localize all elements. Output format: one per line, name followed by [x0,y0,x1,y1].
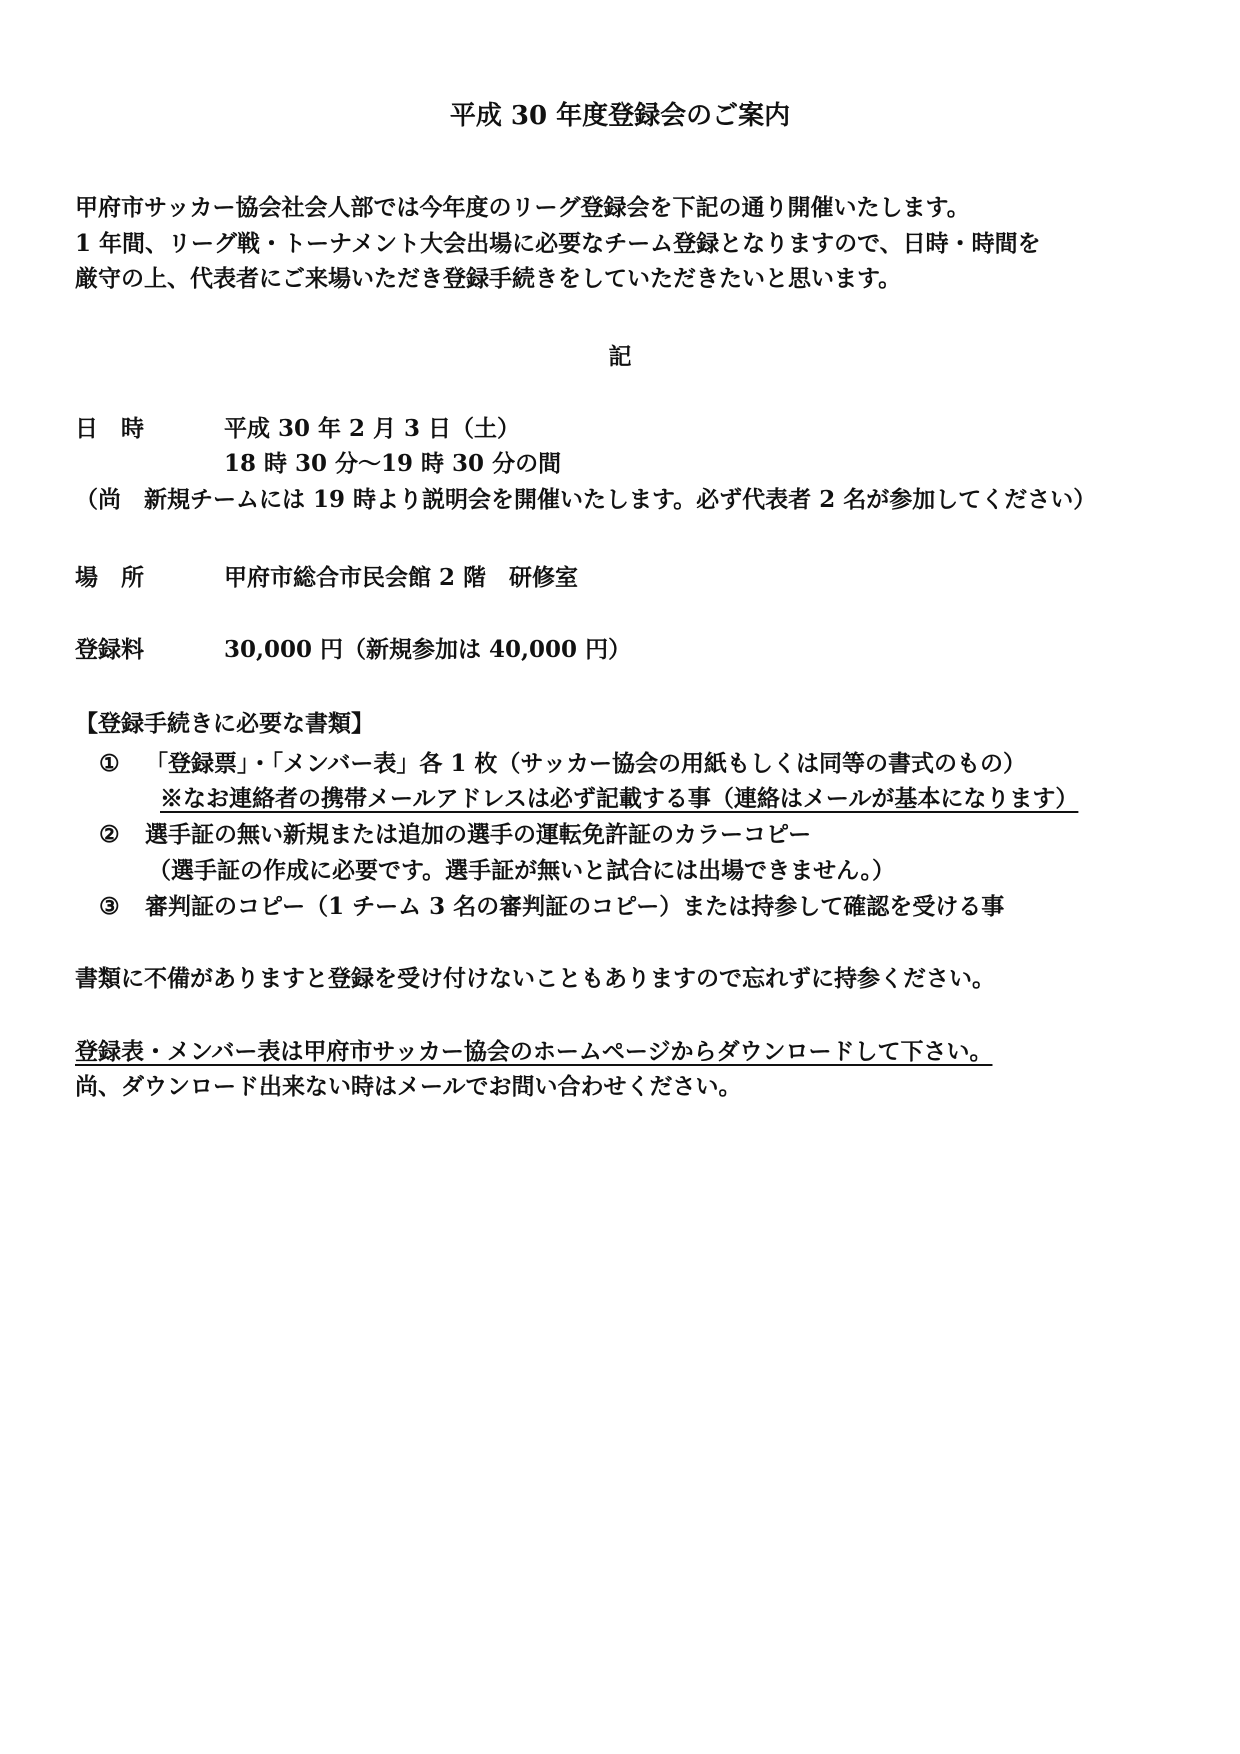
ki-heading: 記 [608,343,632,370]
docs-item-3: 審判証のコピー（1 チーム 3 名の審判証のコピー）または持参して確認を受ける事 [145,893,1005,920]
docs-item-1-note: ※なお連絡者の携帯メールアドレスは必ず記載する事（連絡はメールが基本になります） [160,785,1079,812]
download-instruction: 登録表・メンバー表は甲府市サッカー協会のホームページからダウンロードして下さい。 [75,1038,993,1065]
datetime-note: （尚 新規チームには 19 時より説明会を開催いたします。必ず代表者 2 名が参加してください） [75,486,1097,513]
intro-line-1: 甲府市サッカー協会社会人部では今年度のリーグ登録会を下記の通り開催いたします。 [75,194,970,221]
place-label: 場 所 [75,564,144,591]
page-title: 平成 30 年度登録会のご案内 [449,101,791,131]
fee-value: 30,000 円（新規参加は 40,000 円） [224,636,632,663]
docs-item-2-note: （選手証の作成に必要です。選手証が無いと試合には出場できません。） [148,857,896,884]
warning-text: 書類に不備がありますと登録を受け付けないこともありますので忘れずに持参ください。 [75,965,995,992]
datetime-label: 日 時 [75,415,144,442]
docs-item-1-number: ① [99,750,120,777]
docs-item-2-number: ② [99,821,120,848]
intro-line-3: 厳守の上、代表者にご来場いただき登録手続きをしていただきたいと思います。 [75,265,902,292]
place-value: 甲府市総合市民会館 2 階 研修室 [224,564,579,591]
intro-line-2: 1 年間、リーグ戦・トーナメント大会出場に必要なチーム登録となりますので、日時・時間を [75,230,1041,257]
docs-item-2: 選手証の無い新規または追加の選手の運転免許証のカラーコピー [145,821,812,848]
datetime-time: 18 時 30 分～19 時 30 分の間 [224,450,562,477]
fee-label: 登録料 [75,636,144,663]
docs-heading: 【登録手続きに必要な書類】 [75,710,374,737]
docs-item-1: 「登録票」・「メンバー表」各 1 枚（サッカー協会の用紙もしくは同等の書式のもの） [145,750,1026,777]
docs-item-3-number: ③ [99,893,120,920]
download-contact-note: 尚、ダウンロード出来ない時はメールでお問い合わせください。 [75,1073,742,1100]
datetime-date: 平成 30 年 2 月 3 日（土） [224,415,521,442]
